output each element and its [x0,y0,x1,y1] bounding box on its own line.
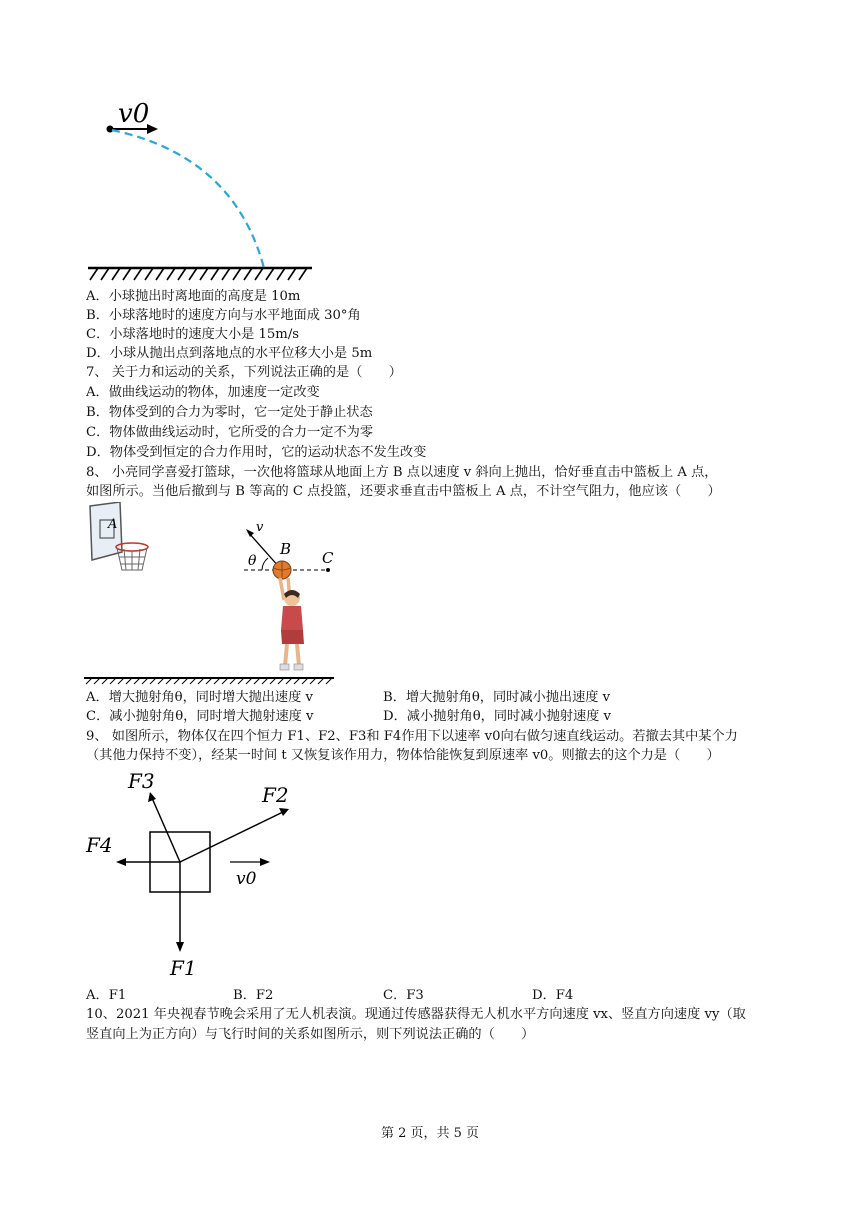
q6-option-a: A．小球抛出时离地面的高度是 10m [86,289,301,304]
q7-option-b: B．物体受到的合力为零时，它一定处于静止状态 [86,405,373,420]
basketball-figure [84,502,344,688]
q7-option-a: A．做曲线运动的物体，加速度一定改变 [86,385,320,400]
q7-stem: 7、 关于力和运动的关系，下列说法正确的是（ ） [86,365,402,380]
q9-option-c: C．F3 [383,988,424,1003]
f4-label: F4 [86,833,113,857]
trajectory-curve [112,130,264,268]
projectile-figure [84,96,324,286]
f2-label: F2 [262,783,289,807]
q9-option-b: B．F2 [233,988,274,1003]
force-f3-arrow [152,798,180,862]
force-f2-arrow [180,812,283,862]
q7-option-d: D．物体受到恒定的合力作用时，它的运动状态不发生改变 [86,445,427,460]
q8-option-c: C．减小抛射角θ，同时增大抛射速度 v [86,709,314,724]
q9-option-d: D．F4 [532,988,574,1003]
q8-option-a: A．增大抛射角θ，同时增大抛出速度 v [86,690,313,705]
point-c-label: C [322,549,334,567]
v0-label: v0 [118,99,150,129]
force-diagram [84,768,324,982]
v0-label: v0 [236,869,257,889]
q10-stem-line2: 竖直向上为正方向）与飞行时间的关系如图所示，则下列说法正确的（ ） [86,1027,535,1042]
velocity-label: v [256,520,264,535]
f1-label: F1 [170,956,197,980]
q6-option-d: D．小球从抛出点到落地点的水平位移大小是 5m [86,346,373,361]
q8-option-d: D．减小抛射角θ，同时减小抛射速度 v [383,709,611,724]
point-a-label: A [108,517,118,532]
q10-stem-line1: 10、2021 年央视春节晚会采用了无人机表演。现通过传感器获得无人机水平方向速度 vx、竖直方向速度 vy（取 [86,1007,746,1022]
q9-stem-line1: 9、 如图所示，物体仅在四个恒力 F1、F2、F3和 F4作用下以速率 v0向右做匀速直线运动。若撤去其中某个力 [86,729,738,744]
q8-stem-line2: 如图所示。当他后撤到与 B 等高的 C 点投篮，还要求垂直击中篮板上 A 点，不计空气阻力，他应该（ ） [86,484,721,499]
q9-stem-line2: （其他力保持不变），经某一时间 t 又恢复该作用力，物体恰能恢复到原速率 v0。则撤去的这个力是（ ） [86,748,720,763]
q8-option-b: B．增大抛射角θ，同时减小抛出速度 v [383,690,611,705]
theta-label: θ [248,553,257,569]
q9-option-a: A．F1 [86,988,127,1003]
q8-stem-line1: 8、 小亮同学喜爱打篮球，一次他将篮球从地面上方 B 点以速度 v 斜向上抛出，恰好垂直击中篮板上 A 点， [86,465,718,480]
q6-option-b: B．小球落地时的速度方向与水平地面成 30°角 [86,308,361,323]
q6-option-c: C．小球落地时的速度大小是 15m/s [86,327,300,342]
player [280,578,304,670]
f3-label: F3 [128,769,155,793]
point-b-label: B [280,540,292,558]
page-footer: 第 2 页，共 5 页 [380,1126,480,1141]
q7-option-c: C．物体做曲线运动时，它所受的合力一定不为零 [86,425,374,440]
